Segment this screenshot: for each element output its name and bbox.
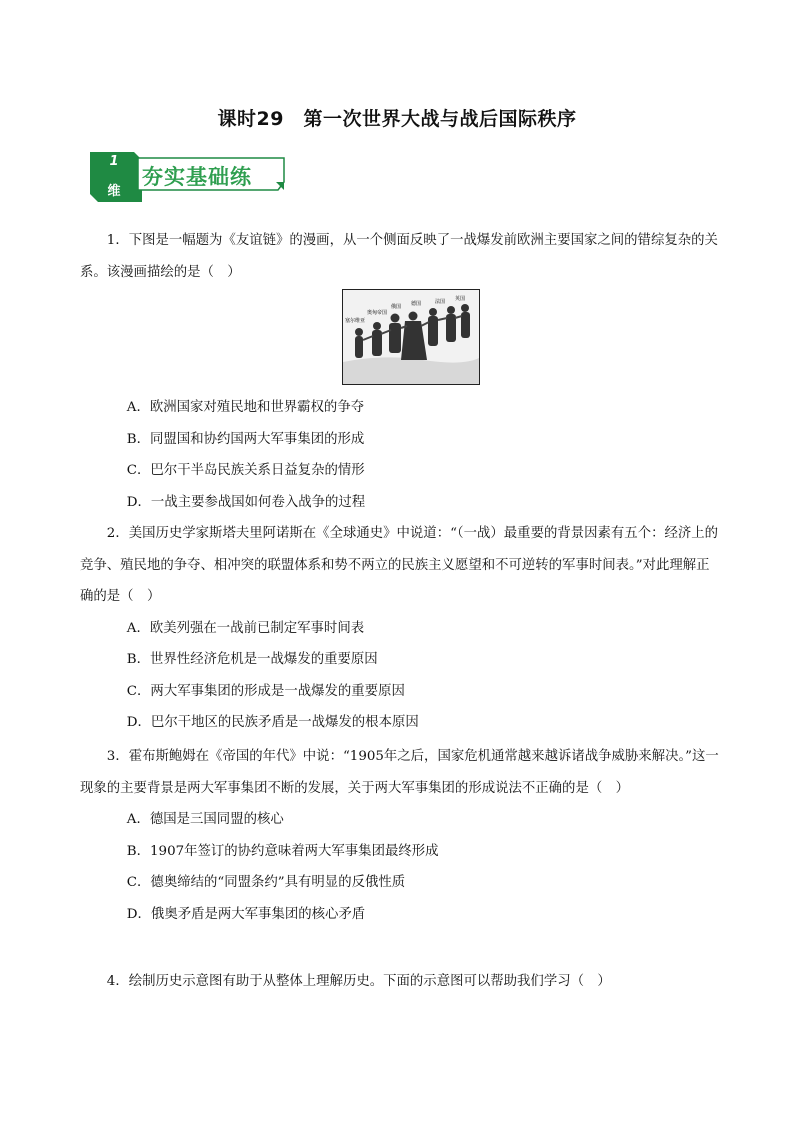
question-4: [80, 966, 720, 998]
banner-number: 1: [109, 154, 119, 169]
question-1: [80, 225, 720, 288]
cartoon-label: 奥匈帝国: [367, 310, 388, 316]
option-a[interactable]: A．欧美列强在一战前已制定军事时间表: [126, 620, 365, 636]
cartoon-label: 法国: [435, 299, 446, 305]
option-c[interactable]: C．德奥缔结的“同盟条约”具有明显的反俄性质: [126, 875, 406, 890]
option-b[interactable]: B．同盟国和协约国两大军事集团的形成: [126, 431, 365, 447]
option-b[interactable]: B．1907年签订的协约意味着两大军事集团最终形成: [126, 843, 439, 859]
cartoon-label: 塞尔维亚: [345, 318, 366, 324]
cartoon-label: 德国: [411, 301, 422, 307]
option-c[interactable]: C．巴尔干半岛民族关系日益复杂的情形: [126, 463, 365, 478]
cartoon-image: [342, 289, 480, 385]
cartoon-label: 俄国: [391, 304, 402, 310]
friendship-chain-cartoon: [343, 290, 479, 384]
question-stem: 2．美国历史学家斯塔夫里阿诺斯在《全球通史》中说道：“（一战）最重要的背景因素有五个：经济上的竞争、殖民地的争夺、相冲突的联盟体系和势不两立的民族主义愿望和不可逆转的军事时间表。”对此理解正确的是（ ）: [80, 526, 719, 604]
cartoon-label: 英国: [455, 296, 466, 302]
banner-label: 夯实基础练: [142, 165, 252, 189]
option-d[interactable]: D．巴尔干地区的民族矛盾是一战爆发的根本原因: [126, 715, 419, 730]
option-a[interactable]: A．欧洲国家对殖民地和世界霸权的争夺: [126, 400, 365, 415]
option-c[interactable]: C．两大军事集团的形成是一战爆发的重要原因: [126, 683, 405, 699]
question-2: [80, 518, 720, 739]
option-a[interactable]: A．德国是三国同盟的核心: [126, 812, 284, 827]
banner-suffix: 维: [107, 184, 121, 199]
option-d[interactable]: D．俄奥矛盾是两大军事集团的核心矛盾: [126, 906, 366, 922]
section-banner: [90, 152, 290, 202]
question-stem: 3．霍布斯鲍姆在《帝国的年代》中说：“1905年之后，国家危机通常越来越诉诸战争威胁来解决。”这一现象的主要背景是两大军事集团不断的发展，关于两大军事集团的形成说法不正确的是（ ）: [80, 749, 719, 796]
page-title: 课时29 第一次世界大战与战后国际秩序: [217, 108, 577, 130]
question-stem: 1．下图是一幅题为《友谊链》的漫画，从一个侧面反映了一战爆发前欧洲主要国家之间的错综复杂的关系。该漫画描绘的是（ ）: [80, 233, 718, 280]
option-d[interactable]: D．一战主要参战国如何卷入战争的过程: [126, 494, 366, 510]
question-stem: 4．绘制历史示意图有助于从整体上理解历史。下面的示意图可以帮助我们学习（ ）: [106, 974, 611, 989]
question-1-options: [80, 392, 720, 518]
option-b[interactable]: B．世界性经济危机是一战爆发的重要原因: [126, 652, 378, 667]
question-3: [80, 741, 720, 930]
